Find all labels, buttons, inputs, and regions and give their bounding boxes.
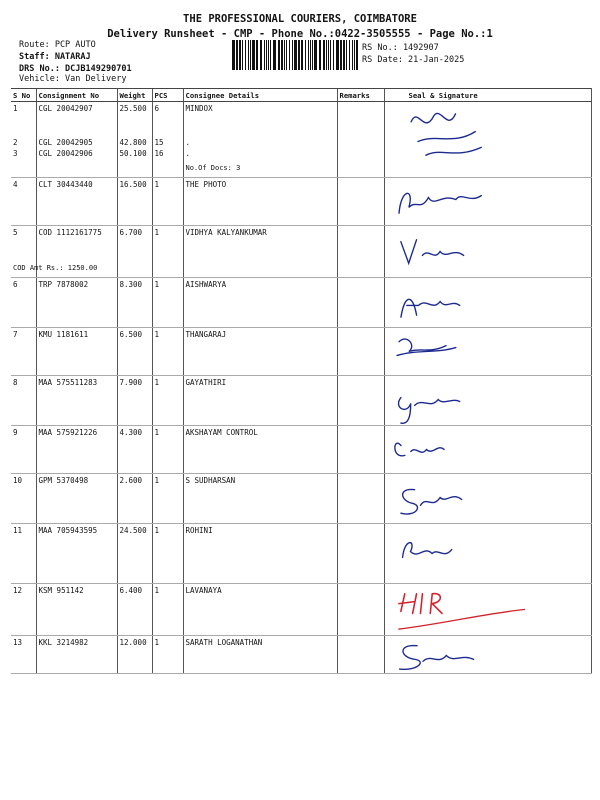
cell-weight <box>117 278 152 328</box>
barcode-bar <box>298 40 300 70</box>
cell-seal-signature <box>384 278 591 328</box>
consignment-value: KKL 3214982 <box>38 638 89 647</box>
cell-seal-signature <box>384 178 591 226</box>
cell-consignment <box>36 584 117 636</box>
pcs-value: 1 <box>154 180 160 189</box>
barcode <box>232 40 358 70</box>
signature-stroke <box>400 299 459 317</box>
cell-weight <box>117 328 152 376</box>
cell-weight <box>117 636 152 674</box>
barcode-bar <box>354 40 355 70</box>
cell-sno <box>11 102 36 178</box>
signature-stroke <box>411 113 481 155</box>
cell-pcs <box>152 178 183 226</box>
cell-consignee <box>183 584 337 636</box>
cell-sno <box>11 278 36 328</box>
runsheet-title: Delivery Runsheet - CMP - Phone No.:0422-3505555 - Page No.:1 <box>107 28 493 40</box>
cell-sno <box>11 584 36 636</box>
cell-remarks <box>337 278 384 328</box>
cell-sno <box>11 474 36 524</box>
barcode-bar <box>310 40 311 70</box>
cell-weight <box>117 524 152 584</box>
barcode-bar <box>273 40 276 70</box>
pcs-value: 1 <box>154 638 160 647</box>
cell-remarks <box>337 102 384 178</box>
cell-pcs <box>152 328 183 376</box>
consignee-value: VIDHYA KALYANKUMAR <box>185 228 267 237</box>
col-consignee: Consignee Details <box>183 89 337 102</box>
barcode-bar <box>336 40 339 70</box>
col-consignment: Consignment No <box>36 89 117 102</box>
barcode-bar <box>252 40 255 70</box>
consignment-value: CGL 20042907 <box>38 104 93 113</box>
sno-value: 11 <box>13 526 23 535</box>
signature-the-photo <box>385 178 592 225</box>
signature-stroke <box>399 646 473 670</box>
barcode-bar <box>346 40 347 70</box>
cell-consignee <box>183 328 337 376</box>
barcode-bar <box>308 40 309 70</box>
sno-value: 2 <box>13 138 18 147</box>
consignment-value: MAA 575511283 <box>38 378 98 387</box>
barcode-bar <box>356 40 358 70</box>
consignee-value: AISHWARYA <box>185 280 227 289</box>
weight-value: 25.500 <box>119 104 147 113</box>
cell-sno <box>11 178 36 226</box>
cell-consignment <box>36 278 117 328</box>
pcs-value: 15 <box>154 138 164 147</box>
table-row <box>11 584 591 636</box>
signature-vidhya <box>385 226 592 277</box>
cell-remarks <box>337 178 384 226</box>
barcode-bar <box>349 40 350 70</box>
table-row <box>11 226 591 278</box>
signature-stroke <box>398 398 459 424</box>
table-row <box>11 636 591 674</box>
weight-value: 6.700 <box>119 228 143 237</box>
barcode-bar <box>343 40 345 70</box>
cell-consignee <box>183 636 337 674</box>
table-row <box>11 328 591 376</box>
signature-stroke <box>400 240 463 264</box>
consignment-value: COD 1112161775 <box>38 228 102 237</box>
consignment-value: MAA 575921226 <box>38 428 98 437</box>
sno-value: 4 <box>13 180 18 189</box>
cell-weight <box>117 584 152 636</box>
barcode-bar <box>232 40 235 70</box>
signature-sarath <box>385 636 592 673</box>
consignee-value: THE PHOTO <box>185 180 227 189</box>
rs-date: RS Date: 21-Jan-2025 <box>362 55 465 65</box>
weight-value: 6.400 <box>119 586 143 595</box>
signature-lavanaya-hir <box>385 584 592 635</box>
hir-mark <box>398 594 441 614</box>
cell-remarks <box>337 226 384 278</box>
barcode-bar <box>284 40 285 70</box>
signature-sudharsan <box>385 474 592 523</box>
cell-sno <box>11 376 36 426</box>
table-row <box>11 102 591 178</box>
consignment-value: GPM 5370498 <box>38 476 89 485</box>
barcode-bar <box>323 40 325 70</box>
pcs-value: 1 <box>154 330 160 339</box>
weight-value: 7.900 <box>119 378 143 387</box>
sno-value: 8 <box>13 378 18 387</box>
col-weight: Weight <box>117 89 152 102</box>
signature-mindox <box>385 102 592 177</box>
sno-value: 10 <box>13 476 23 485</box>
staff-label: Staff: NATARAJ <box>19 52 91 62</box>
cell-weight <box>117 102 152 178</box>
consignment-value: KMU 1181611 <box>38 330 89 339</box>
consignee-value: . <box>185 149 191 158</box>
consignment-value: CGL 20042906 <box>38 149 93 158</box>
cell-weight <box>117 376 152 426</box>
table-row <box>11 524 591 584</box>
weight-value: 16.500 <box>119 180 147 189</box>
barcode-bar <box>264 40 265 70</box>
consignee-value: MINDOX <box>185 104 213 113</box>
barcode-bar <box>312 40 313 70</box>
cell-consignee <box>183 426 337 474</box>
doc-count: No.Of Docs: 3 <box>185 164 241 172</box>
consignee-value: LAVANAYA <box>185 586 222 595</box>
barcode-bar <box>281 40 283 70</box>
sno-value: 6 <box>13 280 18 289</box>
col-seal-signature: Seal & Signature <box>384 89 591 102</box>
pcs-value: 1 <box>154 526 160 535</box>
table-row <box>11 278 591 328</box>
cell-remarks <box>337 328 384 376</box>
cell-consignee <box>183 226 337 278</box>
weight-value: 12.000 <box>119 638 147 647</box>
signature-thangaraj <box>385 328 592 375</box>
cell-remarks <box>337 376 384 426</box>
cell-weight <box>117 178 152 226</box>
cell-consignee <box>183 474 337 524</box>
sno-value: 13 <box>13 638 23 647</box>
cell-seal-signature <box>384 426 591 474</box>
drs-number: DRS No.: DCJB149290701 <box>19 64 132 74</box>
pcs-value: 1 <box>154 280 160 289</box>
barcode-bar <box>301 40 303 70</box>
cell-consignee <box>183 376 337 426</box>
cell-consignment <box>36 226 117 278</box>
consignee-value: . <box>185 138 191 147</box>
barcode-bar <box>239 40 241 70</box>
signature-stroke <box>394 443 443 456</box>
pcs-value: 6 <box>154 104 160 113</box>
pcs-value: 1 <box>154 586 160 595</box>
cell-pcs <box>152 474 183 524</box>
pcs-value: 16 <box>154 149 164 158</box>
company-title: THE PROFESSIONAL COURIERS, COIMBATORE <box>183 13 417 25</box>
cell-consignment <box>36 178 117 226</box>
cell-consignee <box>183 278 337 328</box>
cell-seal-signature <box>384 376 591 426</box>
weight-value: 8.300 <box>119 280 143 289</box>
cell-consignment <box>36 376 117 426</box>
runsheet-table <box>11 88 592 674</box>
weight-value: 24.500 <box>119 526 147 535</box>
barcode-bar <box>294 40 297 70</box>
barcode-bar <box>292 40 293 70</box>
sno-value: 9 <box>13 428 18 437</box>
signature-stroke <box>402 543 451 558</box>
cell-consignee <box>183 178 337 226</box>
barcode-bar <box>270 40 271 70</box>
consignee-value: SARATH LOGANATHAN <box>185 638 263 647</box>
barcode-bar <box>268 40 269 70</box>
cell-sno <box>11 636 36 674</box>
barcode-bar <box>326 40 327 70</box>
barcode-bar <box>319 40 321 70</box>
pcs-value: 1 <box>154 428 160 437</box>
table-row <box>11 376 591 426</box>
route-label: Route: PCP AUTO <box>19 40 96 50</box>
barcode-bar <box>256 40 258 70</box>
cell-sno <box>11 524 36 584</box>
table-row <box>11 426 591 474</box>
cell-seal-signature <box>384 102 591 178</box>
signature-stroke <box>399 193 481 213</box>
consignee-value: GAYATHIRI <box>185 378 227 387</box>
cell-pcs <box>152 376 183 426</box>
table-row <box>11 178 591 226</box>
weight-value: 6.500 <box>119 330 143 339</box>
barcode-bar <box>328 40 329 70</box>
consignment-value: TRP 7878002 <box>38 280 89 289</box>
cell-consignment <box>36 474 117 524</box>
cell-consignee <box>183 102 337 178</box>
cell-consignment <box>36 426 117 474</box>
signature-stroke <box>397 339 456 355</box>
rs-number: RS No.: 1492907 <box>362 43 439 53</box>
consignment-value: CLT 30443440 <box>38 180 93 189</box>
col-sno: S No <box>11 89 36 102</box>
cell-remarks <box>337 584 384 636</box>
cell-consignment <box>36 636 117 674</box>
pcs-value: 1 <box>154 476 160 485</box>
cell-pcs <box>152 524 183 584</box>
weight-value: 42.800 <box>119 138 147 147</box>
barcode-bar <box>250 40 251 70</box>
consignee-value: ROHINI <box>185 526 213 535</box>
signature-akshayam <box>385 426 592 473</box>
sno-value: 12 <box>13 586 23 595</box>
weight-value: 4.300 <box>119 428 143 437</box>
barcode-bar <box>352 40 353 70</box>
sno-value: 3 <box>13 149 18 158</box>
cell-seal-signature <box>384 226 591 278</box>
weight-value: 2.600 <box>119 476 143 485</box>
barcode-bar <box>314 40 317 70</box>
barcode-bar <box>242 40 243 70</box>
barcode-bar <box>289 40 290 70</box>
cell-pcs <box>152 278 183 328</box>
barcode-bar <box>245 40 246 70</box>
sno-value: 5 <box>13 228 18 237</box>
signature-rohini <box>385 524 592 583</box>
cell-pcs <box>152 426 183 474</box>
cod-amount: COD Amt Rs.: 1250.00 <box>13 264 98 272</box>
barcode-bar <box>330 40 331 70</box>
weight-value: 50.100 <box>119 149 147 158</box>
cell-pcs <box>152 636 183 674</box>
consignee-value: S SUDHARSAN <box>185 476 236 485</box>
col-remarks: Remarks <box>337 89 384 102</box>
consignment-value: MAA 705943595 <box>38 526 98 535</box>
cell-remarks <box>337 636 384 674</box>
cell-pcs <box>152 102 183 178</box>
cell-remarks <box>337 524 384 584</box>
barcode-bar <box>266 40 267 70</box>
barcode-bar <box>236 40 238 70</box>
pcs-value: 1 <box>154 378 160 387</box>
signature-aishwarya <box>385 278 592 327</box>
cell-weight <box>117 474 152 524</box>
sno-value: 1 <box>13 104 18 113</box>
barcode-bar <box>260 40 262 70</box>
consignment-value: CGL 20042905 <box>38 138 93 147</box>
cell-seal-signature <box>384 636 591 674</box>
barcode-bar <box>305 40 306 70</box>
table-header-row <box>11 89 591 102</box>
cell-consignment <box>36 328 117 376</box>
pcs-value: 1 <box>154 228 160 237</box>
signature-stroke <box>400 489 461 514</box>
cell-pcs <box>152 226 183 278</box>
consignee-value: THANGARAJ <box>185 330 227 339</box>
cell-seal-signature <box>384 328 591 376</box>
cell-seal-signature <box>384 584 591 636</box>
col-pcs: PCS <box>152 89 183 102</box>
barcode-bar <box>278 40 280 70</box>
cell-pcs <box>152 584 183 636</box>
cell-weight <box>117 426 152 474</box>
barcode-bar <box>286 40 287 70</box>
cell-consignment <box>36 102 117 178</box>
table-row <box>11 474 591 524</box>
cell-consignment <box>36 524 117 584</box>
consignee-value: AKSHAYAM CONTROL <box>185 428 258 437</box>
cell-weight <box>117 226 152 278</box>
vehicle-label: Vehicle: Van Delivery <box>19 74 127 84</box>
barcode-bar <box>340 40 342 70</box>
cell-remarks <box>337 474 384 524</box>
cell-seal-signature <box>384 524 591 584</box>
cell-sno <box>11 328 36 376</box>
signature-gayathiri <box>385 376 592 425</box>
consignment-value: KSM 951142 <box>38 586 84 595</box>
cell-remarks <box>337 426 384 474</box>
cell-seal-signature <box>384 474 591 524</box>
sno-value: 7 <box>13 330 18 339</box>
barcode-bar <box>333 40 334 70</box>
cell-sno <box>11 426 36 474</box>
signature-stroke <box>398 610 524 630</box>
cell-consignee <box>183 524 337 584</box>
barcode-bar <box>248 40 249 70</box>
